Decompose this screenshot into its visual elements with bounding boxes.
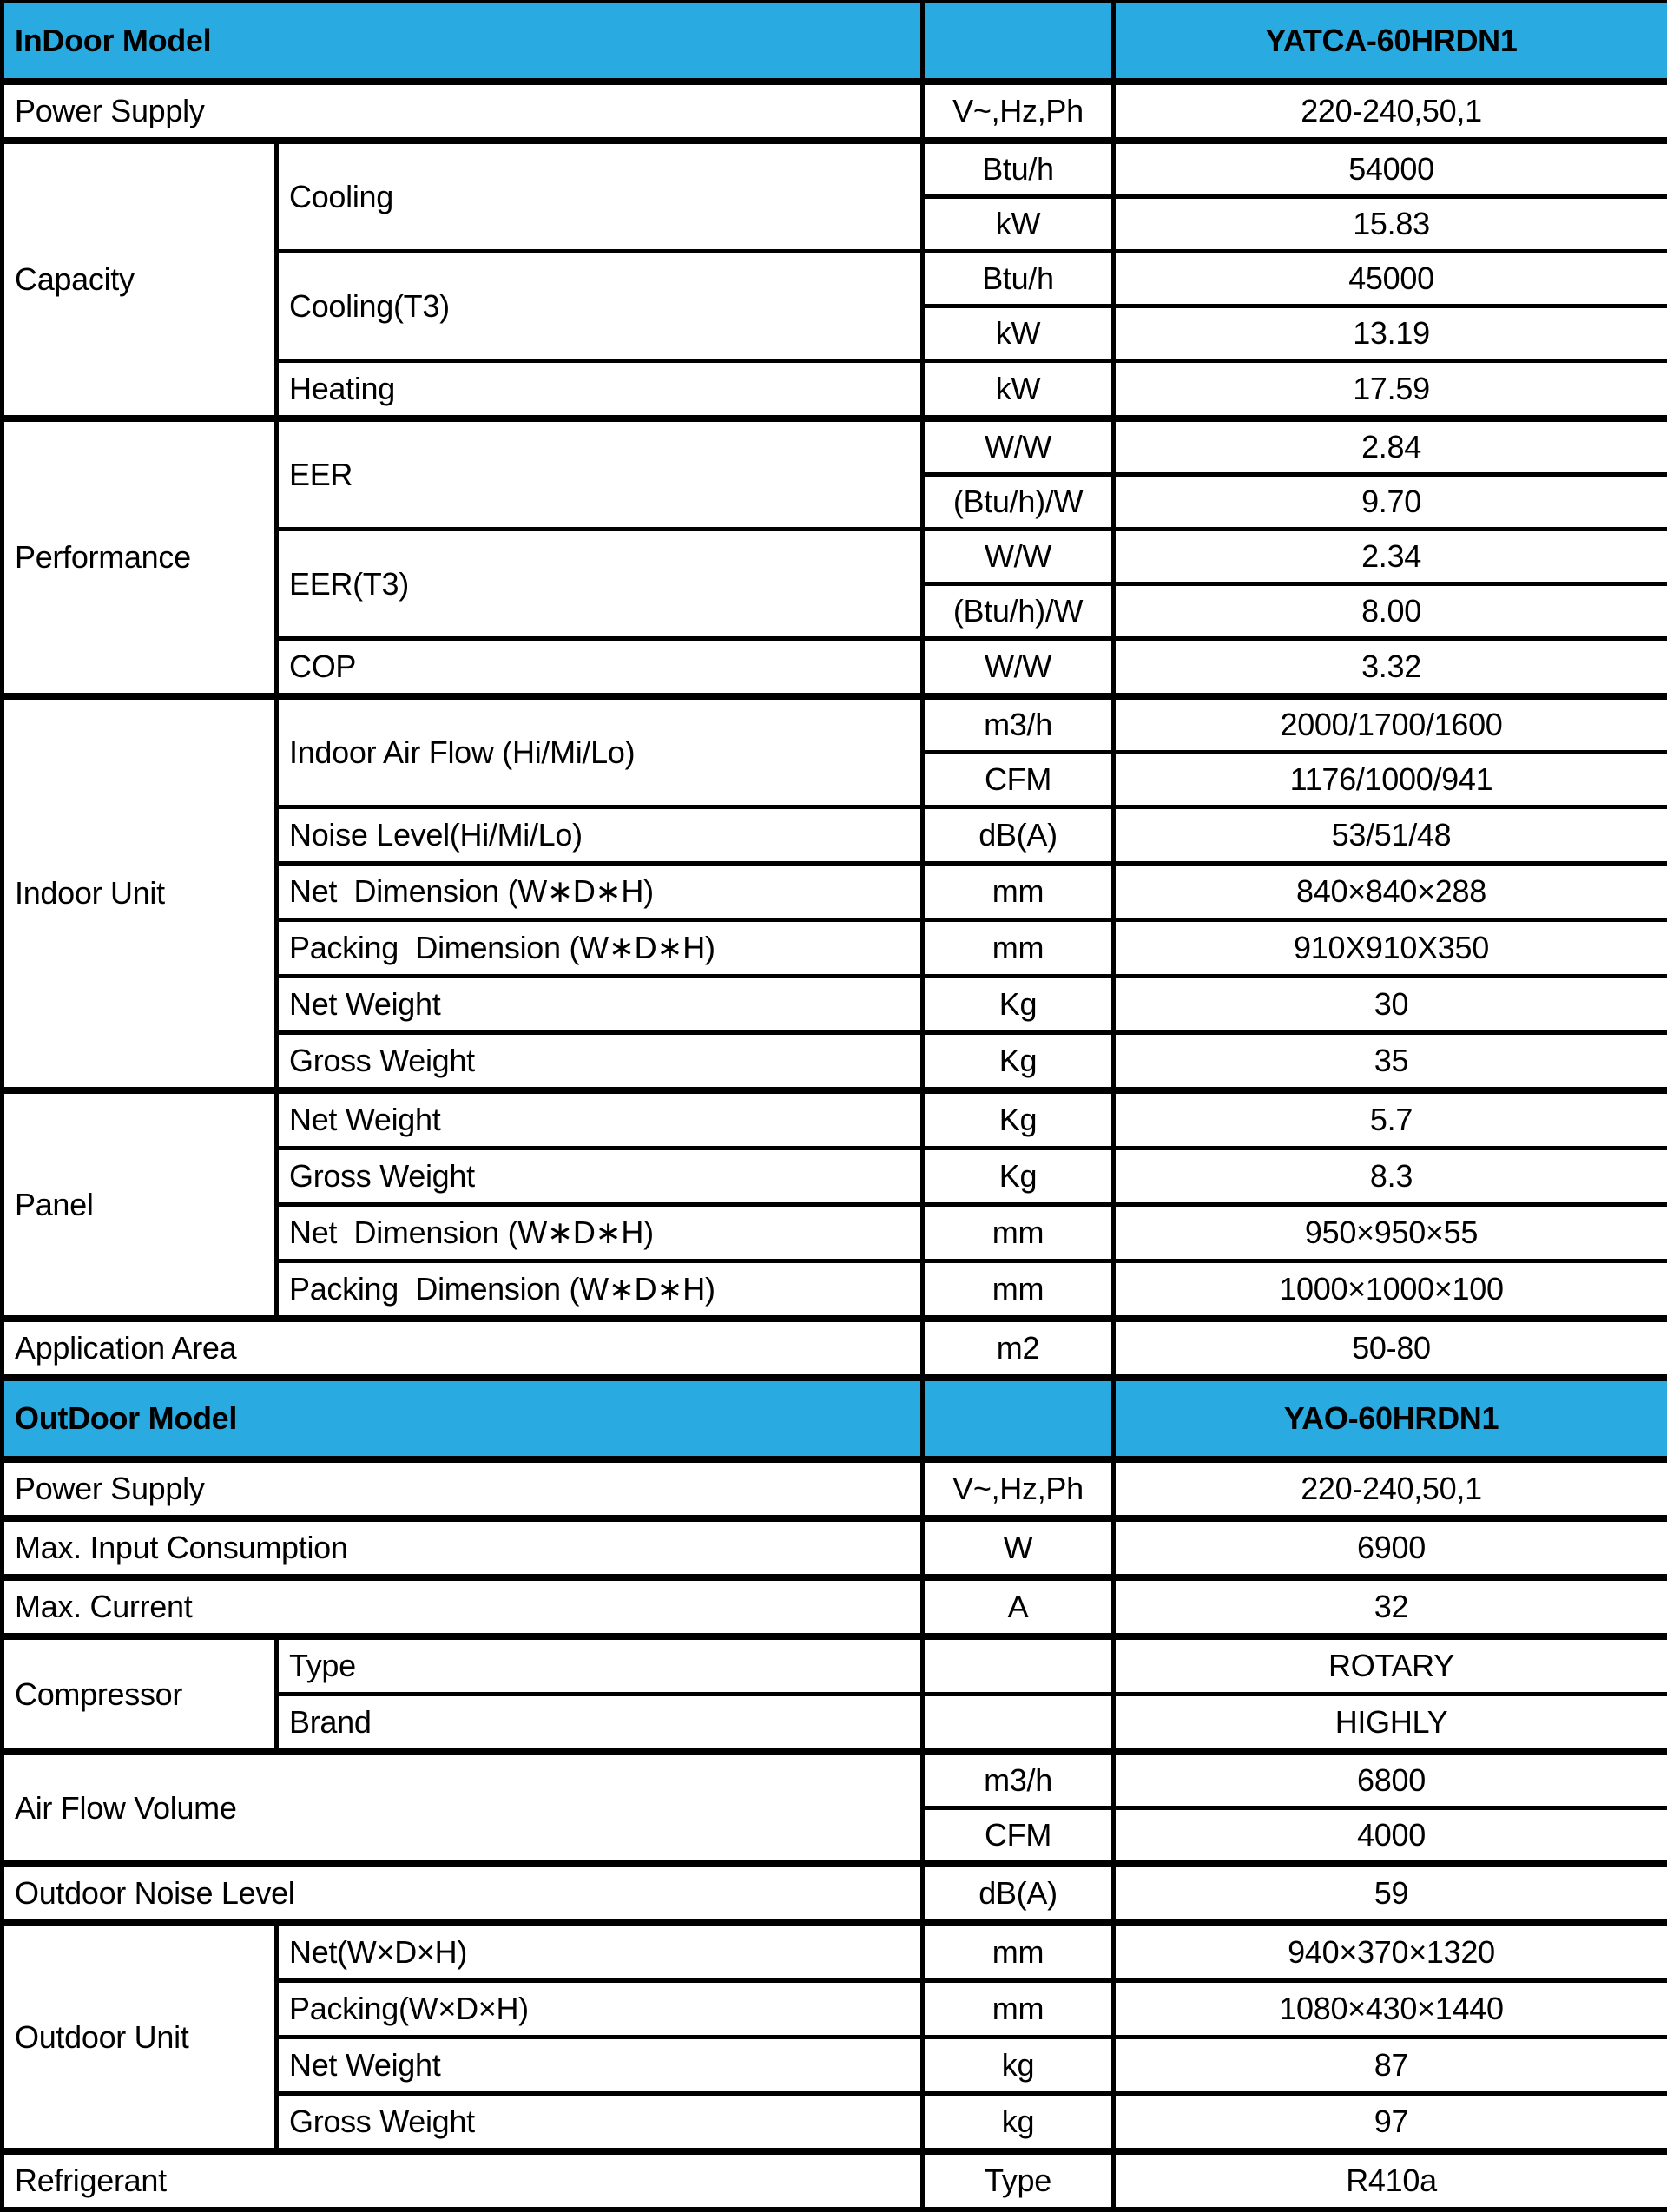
unit-cell: mm <box>923 1261 1114 1320</box>
unit-cell: (Btu/h)/W <box>923 475 1114 530</box>
outdoor-net-dimension-label: Net(W×D×H) <box>277 1923 923 1981</box>
packing-dimension-label: Packing Dimension (W∗D∗H) <box>277 1261 923 1320</box>
max-input-consumption-label: Max. Input Consumption <box>3 1518 923 1577</box>
cooling-t3-label: Cooling(T3) <box>277 252 923 361</box>
noise-level-label: Noise Level(Hi/Mi/Lo) <box>277 807 923 864</box>
unit-cell: mm <box>923 864 1114 920</box>
table-row <box>3 1518 1667 1577</box>
unit-cell: Type <box>923 2151 1114 2209</box>
unit-cell: mm <box>923 1923 1114 1981</box>
table-row <box>3 1319 1667 1378</box>
indoor-model-unit-cell <box>923 2 1114 82</box>
indoor-unit-group-label: Indoor Unit <box>3 696 277 1090</box>
value-cell: 220-240,50,1 <box>1114 1459 1667 1518</box>
value-cell: 1080×430×1440 <box>1114 1981 1667 2038</box>
unit-cell: dB(A) <box>923 1864 1114 1923</box>
unit-cell: V~,Hz,Ph <box>923 82 1114 141</box>
cop-label: COP <box>277 639 923 697</box>
max-current-label: Max. Current <box>3 1577 923 1636</box>
unit-cell: Btu/h <box>923 141 1114 197</box>
value-cell: 6900 <box>1114 1518 1667 1577</box>
unit-cell: m3/h <box>923 1752 1114 1808</box>
gross-weight-label: Gross Weight <box>277 2094 923 2152</box>
table-row <box>3 1752 1667 1808</box>
air-flow-volume-label: Air Flow Volume <box>3 1752 923 1864</box>
net-dimension-label: Net Dimension (W∗D∗H) <box>277 1205 923 1261</box>
value-cell: 2.34 <box>1114 530 1667 584</box>
outdoor-model-title: OutDoor Model <box>3 1378 923 1459</box>
packing-dimension-label: Packing Dimension (W∗D∗H) <box>277 920 923 977</box>
outdoor-unit-group-label: Outdoor Unit <box>3 1923 277 2151</box>
cooling-label: Cooling <box>277 141 923 252</box>
gross-weight-label: Gross Weight <box>277 1033 923 1091</box>
unit-cell: W <box>923 1518 1114 1577</box>
value-cell: 30 <box>1114 977 1667 1033</box>
unit-cell: kg <box>923 2038 1114 2094</box>
power-supply-label: Power Supply <box>3 82 923 141</box>
value-cell: 32 <box>1114 1577 1667 1636</box>
table-row <box>3 1090 1667 1149</box>
value-cell: 87 <box>1114 2038 1667 2094</box>
table-row <box>3 1378 1667 1459</box>
compressor-brand-label: Brand <box>277 1695 923 1753</box>
table-row <box>3 2 1667 82</box>
value-cell: 6800 <box>1114 1752 1667 1808</box>
unit-cell: (Btu/h)/W <box>923 584 1114 639</box>
unit-cell: kg <box>923 2094 1114 2152</box>
table-row <box>3 418 1667 475</box>
unit-cell: kW <box>923 197 1114 252</box>
indoor-model-value: YATCA-60HRDN1 <box>1114 2 1667 82</box>
unit-cell: CFM <box>923 1808 1114 1865</box>
eer-t3-label: EER(T3) <box>277 530 923 639</box>
table-row <box>3 2151 1667 2209</box>
net-weight-label: Net Weight <box>277 1090 923 1149</box>
table-row <box>3 82 1667 141</box>
unit-cell: mm <box>923 1205 1114 1261</box>
value-cell: 50-80 <box>1114 1319 1667 1378</box>
outdoor-noise-level-label: Outdoor Noise Level <box>3 1864 923 1923</box>
indoor-air-flow-label: Indoor Air Flow (Hi/Mi/Lo) <box>277 696 923 807</box>
table-row <box>3 141 1667 197</box>
refrigerant-label: Refrigerant <box>3 2151 923 2209</box>
value-cell: R410a <box>1114 2151 1667 2209</box>
unit-cell: Kg <box>923 977 1114 1033</box>
value-cell: 2.84 <box>1114 418 1667 475</box>
value-cell: 8.3 <box>1114 1149 1667 1205</box>
unit-cell: kW <box>923 306 1114 361</box>
power-supply-label: Power Supply <box>3 1459 923 1518</box>
value-cell: HIGHLY <box>1114 1695 1667 1753</box>
application-area-label: Application Area <box>3 1319 923 1378</box>
table-row <box>3 1864 1667 1923</box>
value-cell: 59 <box>1114 1864 1667 1923</box>
performance-group-label: Performance <box>3 418 277 696</box>
unit-cell: kW <box>923 361 1114 419</box>
outdoor-packing-dimension-label: Packing(W×D×H) <box>277 1981 923 2038</box>
value-cell: 940×370×1320 <box>1114 1923 1667 1981</box>
heating-label: Heating <box>277 361 923 419</box>
panel-group-label: Panel <box>3 1090 277 1319</box>
value-cell: 9.70 <box>1114 475 1667 530</box>
unit-cell: Btu/h <box>923 252 1114 306</box>
capacity-group-label: Capacity <box>3 141 277 418</box>
outdoor-model-value: YAO-60HRDN1 <box>1114 1378 1667 1459</box>
value-cell: 8.00 <box>1114 584 1667 639</box>
unit-cell: W/W <box>923 639 1114 697</box>
value-cell: 97 <box>1114 2094 1667 2152</box>
eer-label: EER <box>277 418 923 530</box>
value-cell: 910X910X350 <box>1114 920 1667 977</box>
value-cell: 2000/1700/1600 <box>1114 696 1667 753</box>
gross-weight-label: Gross Weight <box>277 1149 923 1205</box>
unit-cell: V~,Hz,Ph <box>923 1459 1114 1518</box>
table-row <box>3 1923 1667 1981</box>
unit-cell: mm <box>923 1981 1114 2038</box>
unit-cell: W/W <box>923 530 1114 584</box>
table-row <box>3 1459 1667 1518</box>
unit-cell <box>923 1695 1114 1753</box>
unit-cell <box>923 1636 1114 1695</box>
table-row <box>3 696 1667 753</box>
value-cell: 5.7 <box>1114 1090 1667 1149</box>
value-cell: 840×840×288 <box>1114 864 1667 920</box>
value-cell: 3.32 <box>1114 639 1667 697</box>
compressor-type-label: Type <box>277 1636 923 1695</box>
unit-cell: Kg <box>923 1149 1114 1205</box>
value-cell: ROTARY <box>1114 1636 1667 1695</box>
unit-cell: dB(A) <box>923 807 1114 864</box>
value-cell: 17.59 <box>1114 361 1667 419</box>
outdoor-model-unit-cell <box>923 1378 1114 1459</box>
value-cell: 54000 <box>1114 141 1667 197</box>
net-dimension-label: Net Dimension (W∗D∗H) <box>277 864 923 920</box>
value-cell: 13.19 <box>1114 306 1667 361</box>
unit-cell: CFM <box>923 753 1114 807</box>
unit-cell: W/W <box>923 418 1114 475</box>
unit-cell: mm <box>923 920 1114 977</box>
net-weight-label: Net Weight <box>277 977 923 1033</box>
unit-cell: A <box>923 1577 1114 1636</box>
value-cell: 45000 <box>1114 252 1667 306</box>
value-cell: 1176/1000/941 <box>1114 753 1667 807</box>
unit-cell: Kg <box>923 1090 1114 1149</box>
unit-cell: m3/h <box>923 696 1114 753</box>
unit-cell: m2 <box>923 1319 1114 1378</box>
indoor-model-title: InDoor Model <box>3 2 923 82</box>
unit-cell: Kg <box>923 1033 1114 1091</box>
value-cell: 1000×1000×100 <box>1114 1261 1667 1320</box>
compressor-group-label: Compressor <box>3 1636 277 1752</box>
value-cell: 35 <box>1114 1033 1667 1091</box>
net-weight-label: Net Weight <box>277 2038 923 2094</box>
table-row <box>3 1577 1667 1636</box>
table-row <box>3 1636 1667 1695</box>
value-cell: 220-240,50,1 <box>1114 82 1667 141</box>
value-cell: 53/51/48 <box>1114 807 1667 864</box>
value-cell: 15.83 <box>1114 197 1667 252</box>
value-cell: 4000 <box>1114 1808 1667 1865</box>
value-cell: 950×950×55 <box>1114 1205 1667 1261</box>
